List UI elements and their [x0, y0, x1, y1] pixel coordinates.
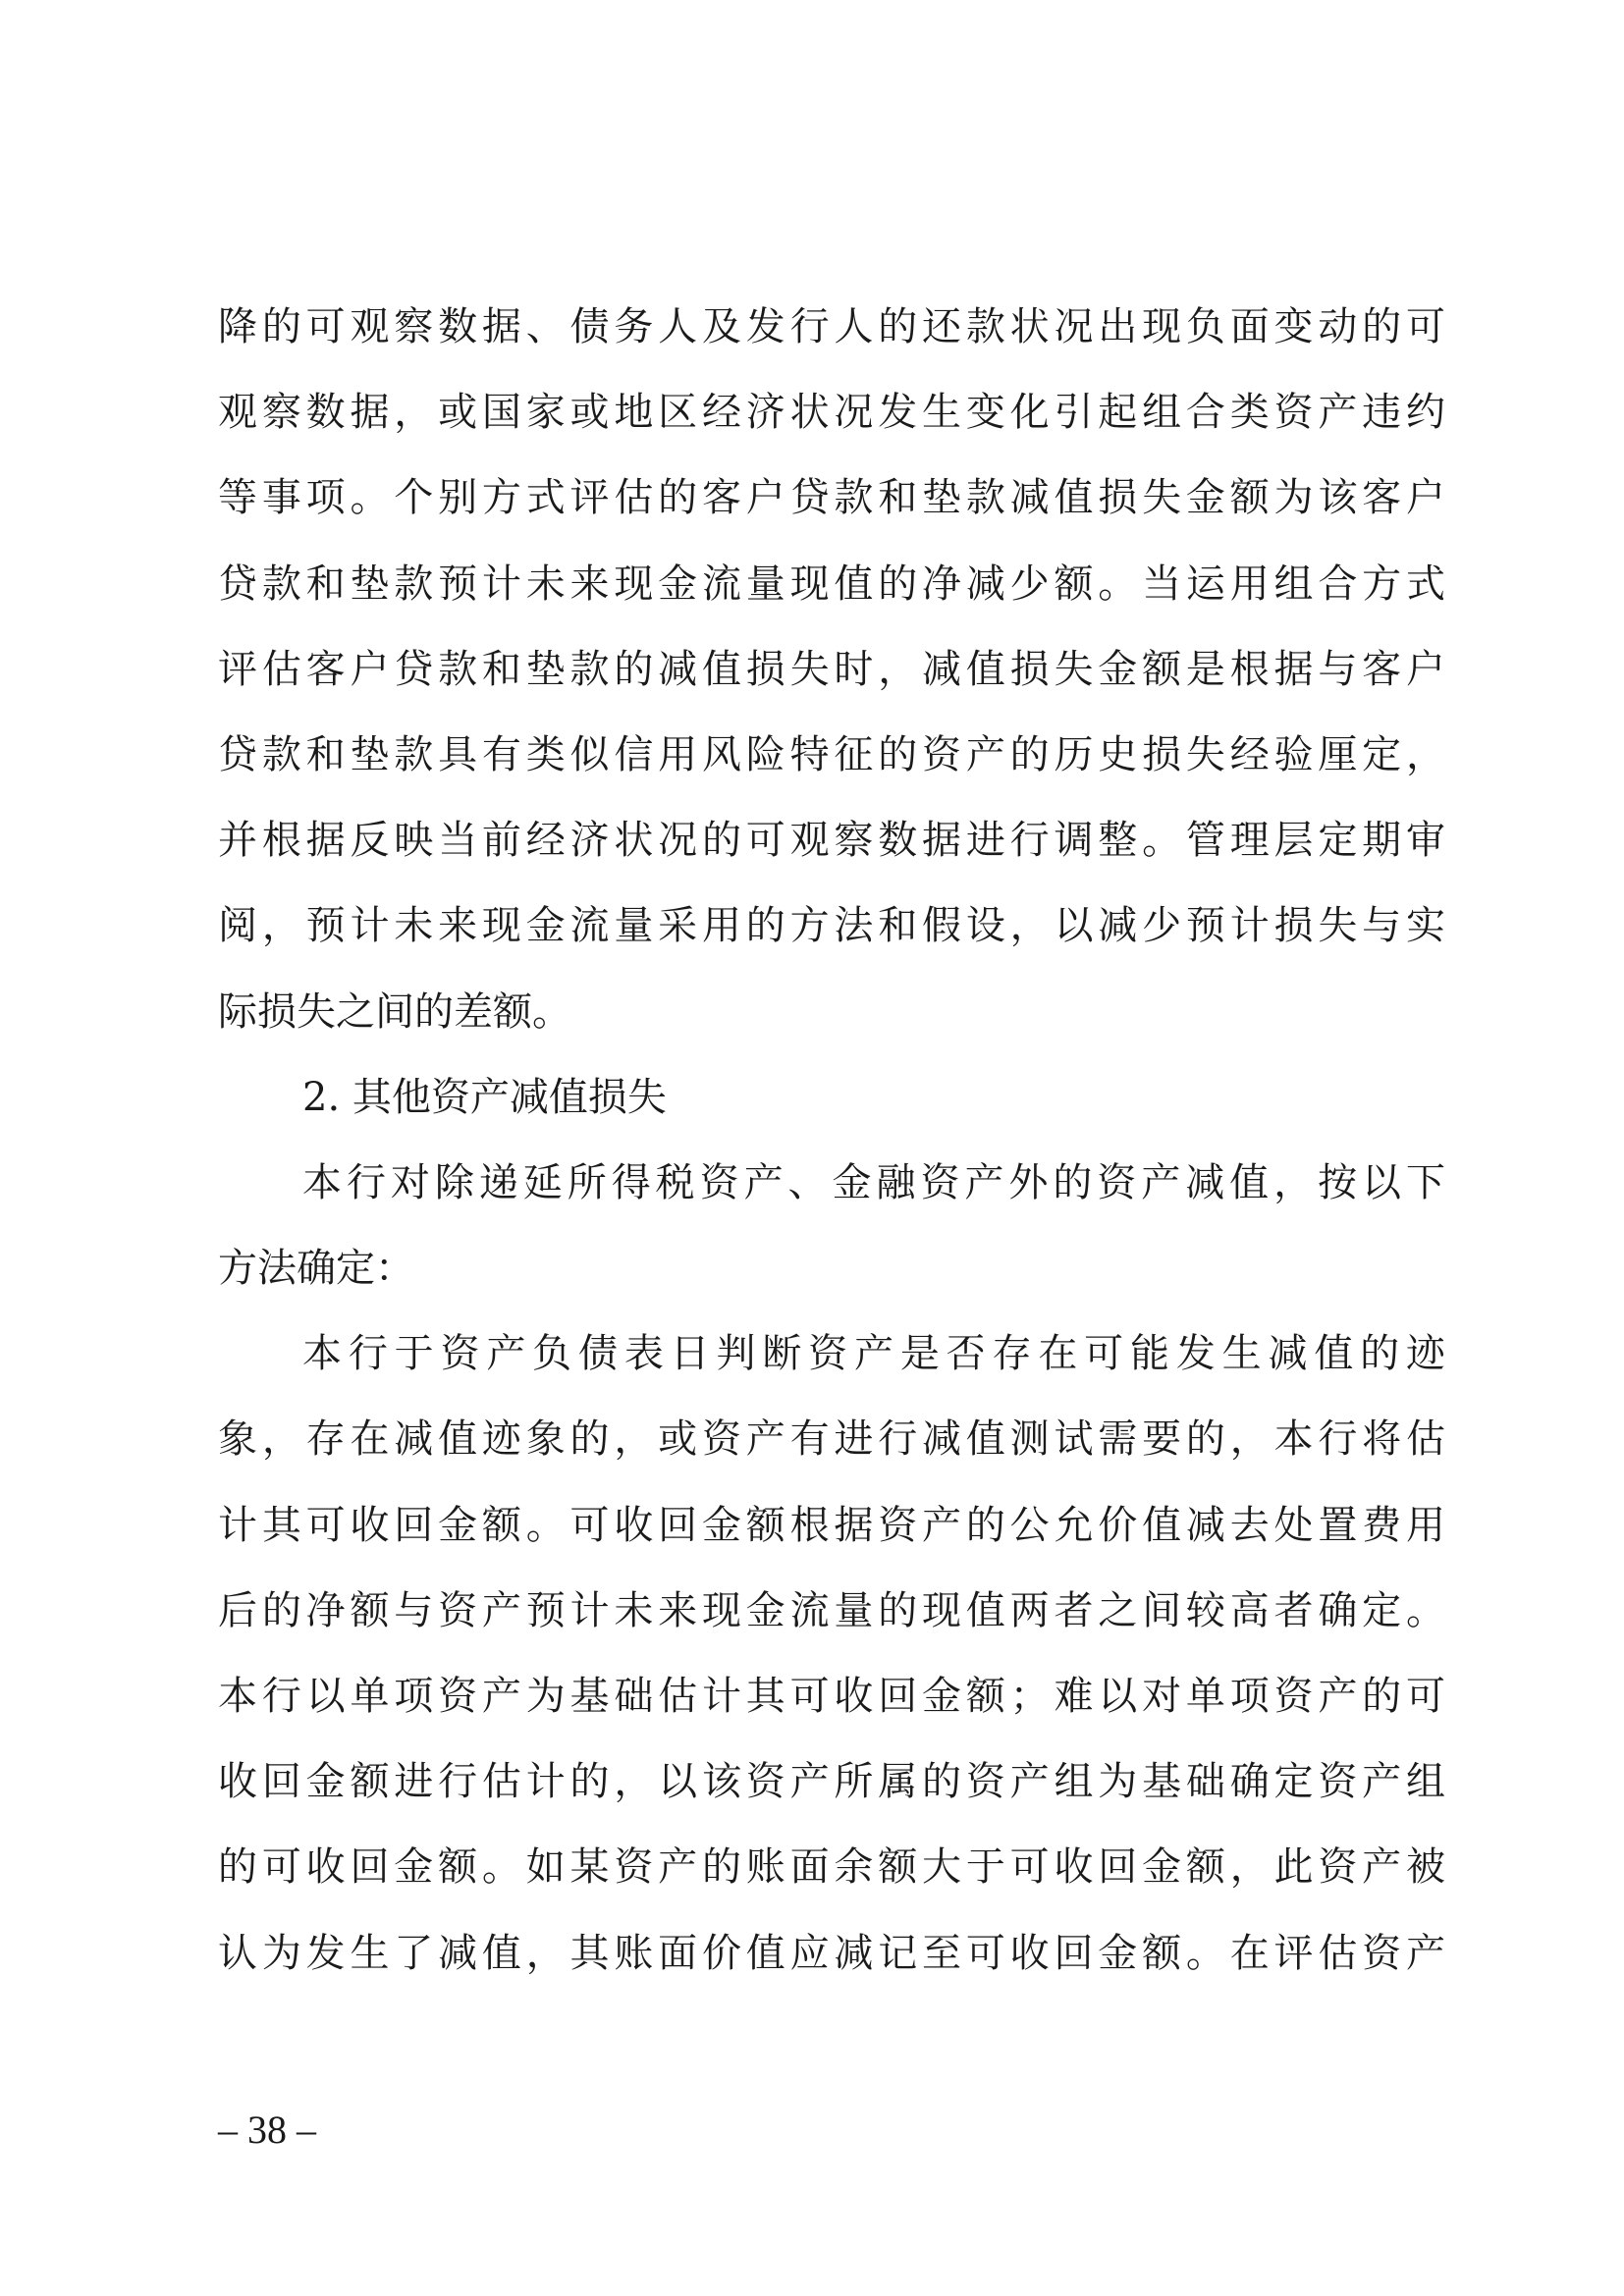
paragraph-2-line-2: 方法确定：	[218, 1246, 414, 1292]
paragraph-3-line-2: 象，存在减值迹象的，或资产有进行减值测试需要的，本行将估	[218, 1416, 1445, 1463]
paragraph-1-line-8: 阅，预计未来现金流量采用的方法和假设，以减少预计损失与实	[218, 903, 1445, 949]
paragraph-3-line-5: 本行以单项资产为基础估计其可收回金额；难以对单项资产的可	[218, 1674, 1445, 1719]
paragraph-1-line-1: 降的可观察数据、债务人及发行人的还款状况出现负面变动的可	[218, 304, 1445, 349]
paragraph-1-line-7: 并根据反映当前经济状况的可观察数据进行调整。管理层定期审	[218, 818, 1445, 864]
paragraph-1-line-9: 际损失之间的差额。	[218, 988, 571, 1035]
section-heading-2: 2. 其他资产减值损失	[302, 1074, 667, 1120]
paragraph-3-line-4: 后的净额与资产预计未来现金流量的现值两者之间较高者确定。	[218, 1587, 1445, 1633]
paragraph-1-line-4: 贷款和垫款预计未来现金流量现值的净减少额。当运用组合方式	[218, 561, 1445, 607]
paragraph-1-line-5: 评估客户贷款和垫款的减值损失时，减值损失金额是根据与客户	[218, 646, 1445, 692]
paragraph-2-line-1: 本行对除递延所得税资产、金融资产外的资产减值，按以下	[302, 1159, 1445, 1205]
body-text	[218, 285, 1445, 1997]
paragraph-3-line-8: 认为发生了减值，其账面价值应减记至可收回金额。在评估资产	[218, 1930, 1445, 1976]
paragraph-1-line-3: 等事项。个别方式评估的客户贷款和垫款减值损失金额为该客户	[218, 475, 1445, 521]
paragraph-1-line-6: 贷款和垫款具有类似信用风险特征的资产的历史损失经验厘定，	[218, 731, 1445, 777]
paragraph-3-line-3: 计其可收回金额。可收回金额根据资产的公允价值减去处置费用	[218, 1502, 1445, 1548]
paragraph-3-line-7: 的可收回金额。如某资产的账面余额大于可收回金额，此资产被	[218, 1844, 1445, 1891]
paragraph-3-line-1: 本行于资产负债表日判断资产是否存在可能发生减值的迹	[302, 1331, 1445, 1377]
paragraph-3-line-6: 收回金额进行估计的，以该资产所属的资产组为基础确定资产组	[218, 1759, 1445, 1805]
page-number: – 38 –	[218, 2108, 316, 2152]
paragraph-1-line-2: 观察数据，或国家或地区经济状况发生变化引起组合类资产违约	[218, 390, 1445, 436]
